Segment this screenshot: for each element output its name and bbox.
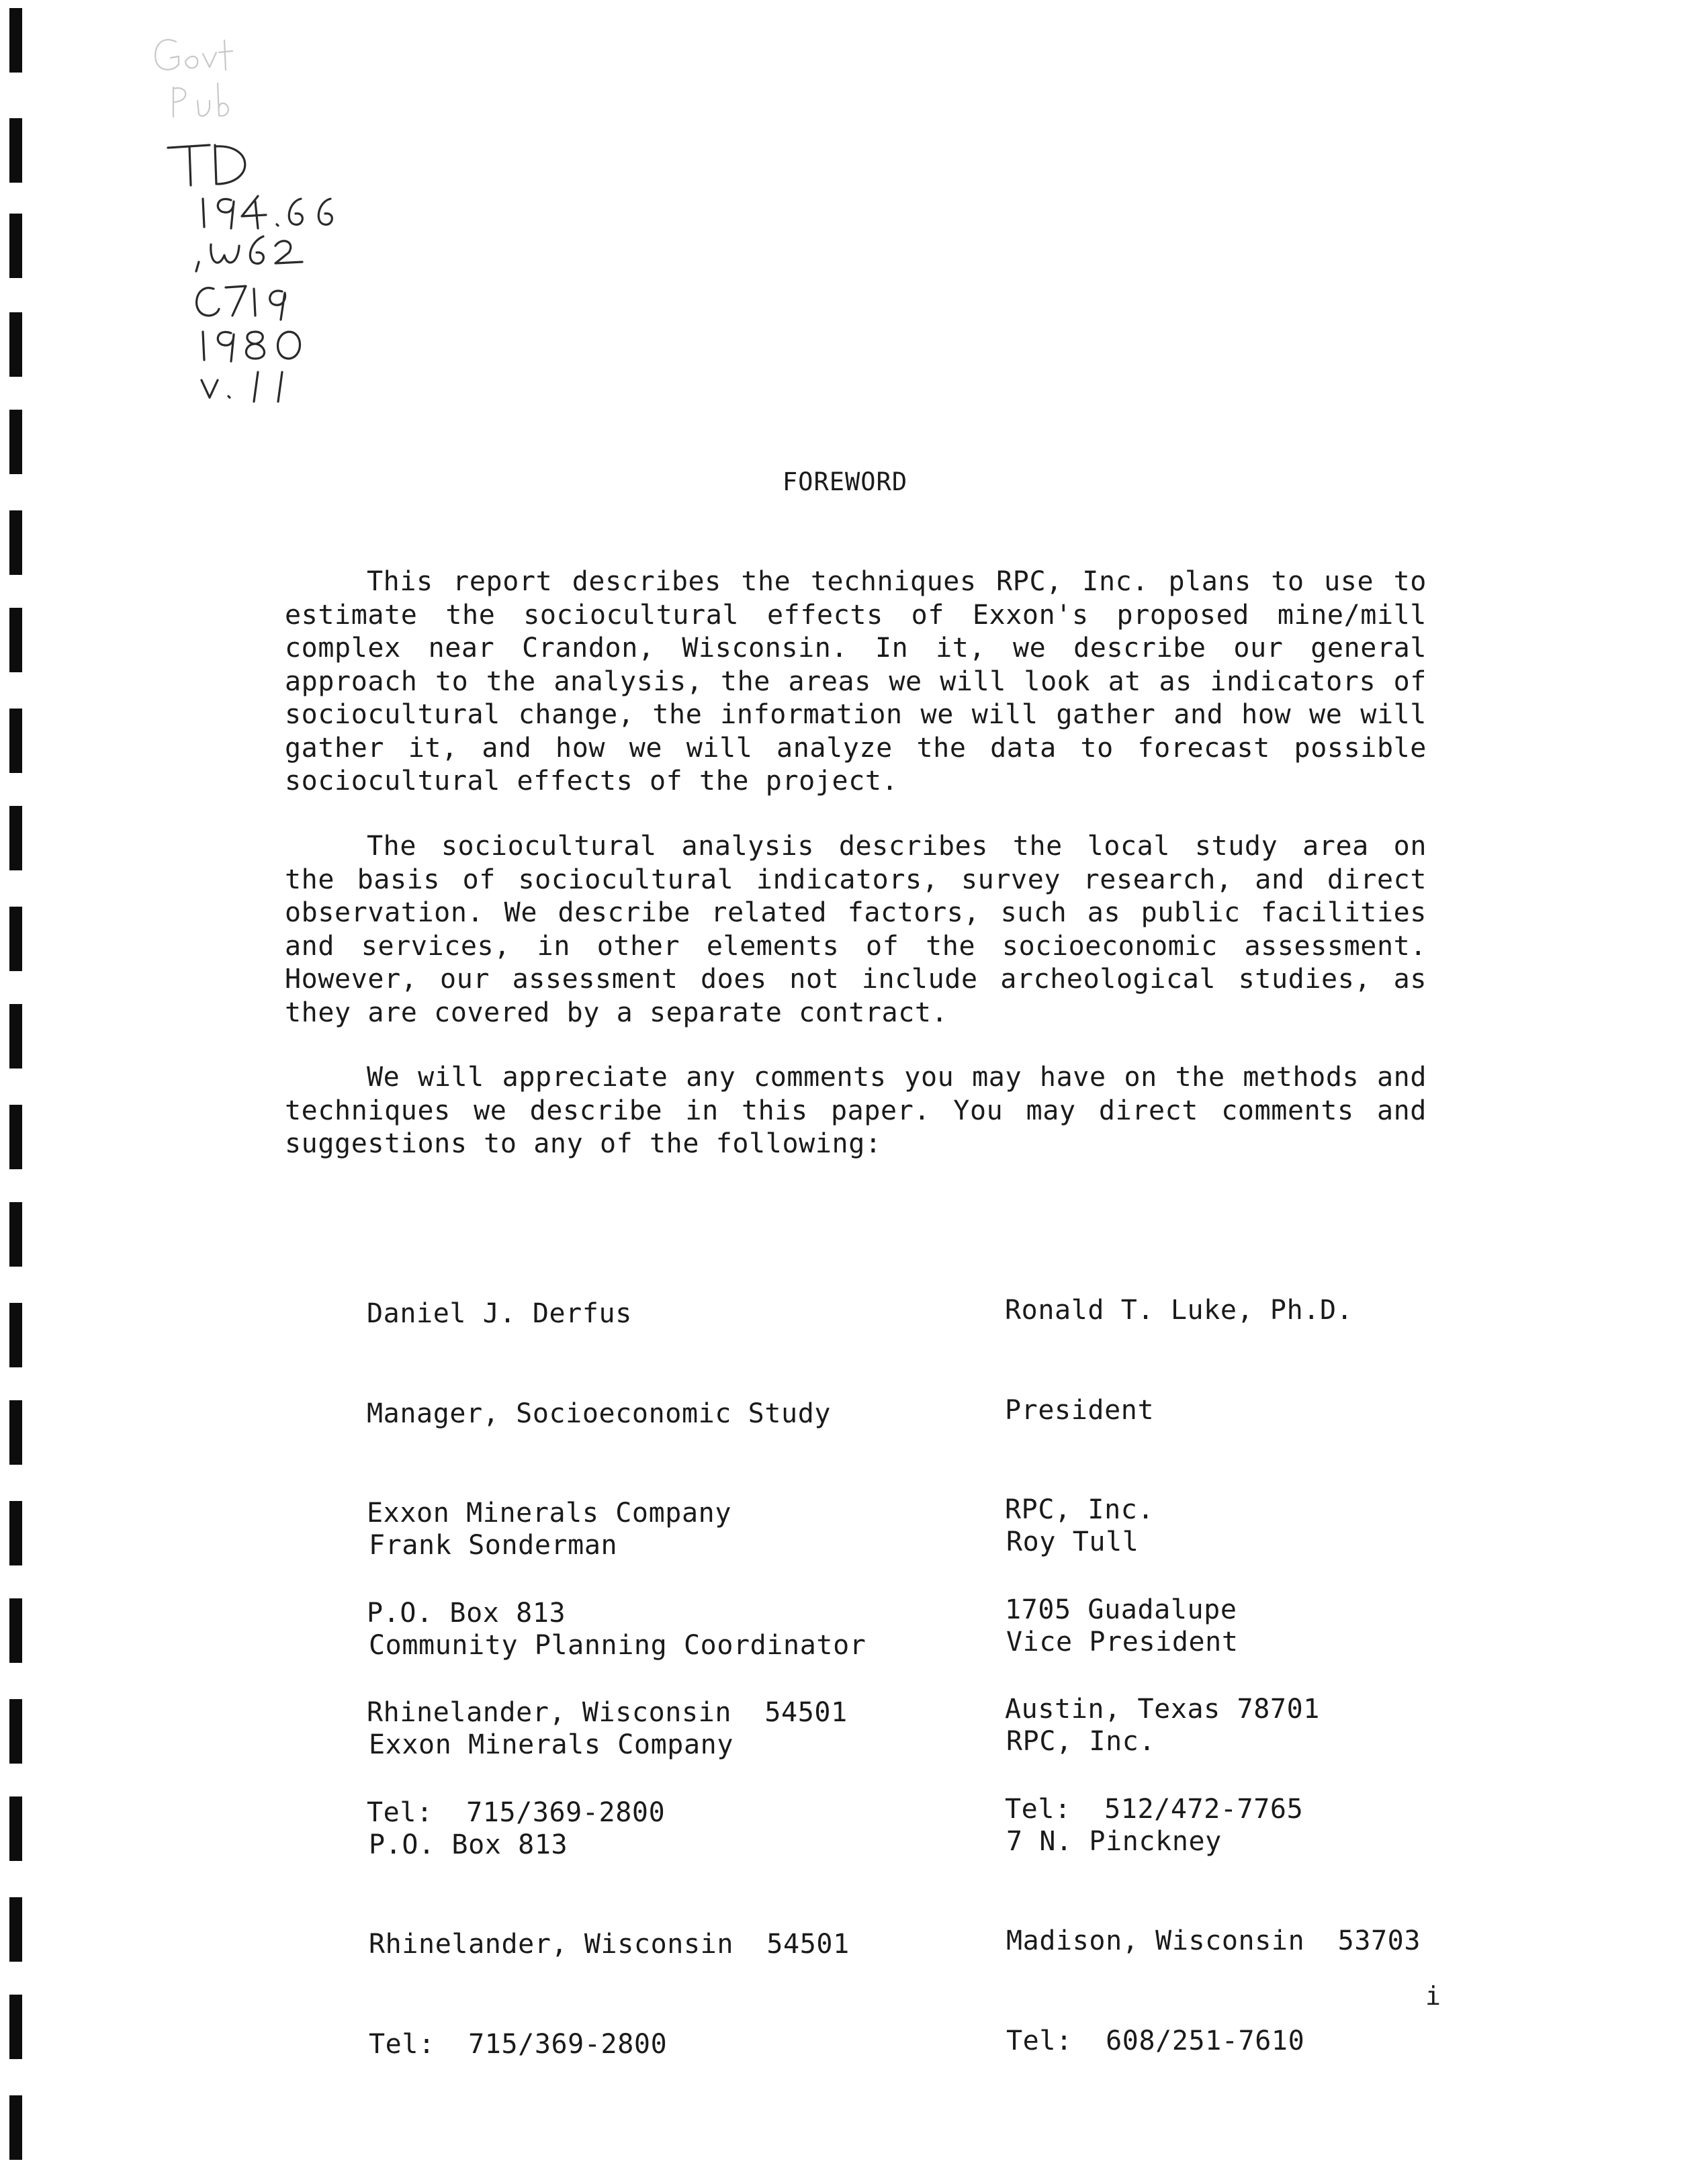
binding-mark	[9, 608, 22, 672]
binding-mark	[9, 1004, 22, 1068]
contact-address: 7 N. Pinckney	[1006, 1825, 1222, 1857]
binding-mark	[9, 806, 22, 870]
contact-address: P.O. Box 813	[369, 1829, 568, 1860]
contact-phone: Tel: 608/251-7610	[1006, 2025, 1305, 2056]
page-number: i	[1425, 1981, 1441, 2011]
foreword-paragraph	[285, 830, 1427, 1030]
contact-title: Vice President	[1006, 1626, 1239, 1657]
contact-block	[1006, 1459, 1421, 2091]
paragraph-text: The sociocultural analysis describes the local study area on the basis of sociocultural indicators, survey research, and direct observation. We describe related factors, such as public facilities and services, in other elements of the socioeconomic assessment. However, our assessment does not include archeological studies, as they are covered by a separate contract.	[285, 831, 1427, 1028]
binding-mark	[9, 1796, 22, 1861]
binding-mark	[9, 510, 22, 575]
contact-name: Ronald T. Luke, Ph.D.	[1005, 1295, 1353, 1326]
binding-mark	[9, 907, 22, 971]
binding-mark	[9, 1995, 22, 2059]
contact-block	[369, 1463, 866, 2095]
binding-mark	[9, 1598, 22, 1663]
binding-mark	[9, 1105, 22, 1169]
contact-phone: Tel: 715/369-2800	[367, 1796, 666, 1828]
contact-organization: Exxon Minerals Company	[369, 1729, 734, 1760]
contact-organization: Exxon Minerals Company	[367, 1498, 732, 1529]
binding-mark	[9, 1202, 22, 1267]
contact-city: Rhinelander, Wisconsin 54501	[367, 1697, 848, 1728]
binding-mark	[9, 1303, 22, 1367]
contact-phone: Tel: 512/472-7765	[1005, 1793, 1304, 1825]
contact-name: Roy Tull	[1006, 1527, 1139, 1557]
contact-address: P.O. Box 813	[367, 1597, 566, 1629]
contact-title: Community Planning Coordinator	[369, 1629, 866, 1661]
foreword-paragraph	[285, 1061, 1427, 1161]
contact-organization: RPC, Inc.	[1006, 1726, 1156, 1757]
page-title: FOREWORD	[782, 467, 908, 496]
handwritten-call-number	[0, 0, 403, 430]
binding-mark	[9, 1897, 22, 1962]
paragraph-text: We will appreciate any comments you may have on the methods and techniques we describe in this paper. You may direct comments and suggestions to any of the following:	[285, 1062, 1427, 1159]
foreword-paragraph	[285, 565, 1427, 799]
binding-mark	[9, 1501, 22, 1565]
binding-mark	[9, 709, 22, 773]
binding-mark	[9, 1699, 22, 1764]
contact-address: 1705 Guadalupe	[1005, 1594, 1237, 1625]
contact-organization: RPC, Inc.	[1005, 1494, 1155, 1525]
contact-city: Austin, Texas 78701	[1005, 1694, 1320, 1725]
contact-city: Rhinelander, Wisconsin 54501	[369, 1929, 850, 1960]
binding-mark	[9, 2095, 22, 2160]
paragraph-text: This report describes the techniques RPC, Inc. plans to use to estimate the sociocultural effects of Exxon's proposed mine/mill complex near Crandon, Wisconsin. In it, we describe our general approach to the analysis, the areas we will look at as indicators of sociocultural change, the information we will gather and how we will gather it, and how we will analyze the data to forecast possible sociocultural effects of the project.	[285, 566, 1427, 797]
contact-name: Frank Sonderman	[369, 1530, 618, 1561]
contact-title: Manager, Socioeconomic Study	[367, 1398, 832, 1429]
binding-mark	[9, 1400, 22, 1465]
contact-city: Madison, Wisconsin 53703	[1006, 1925, 1421, 1956]
contact-phone: Tel: 715/369-2800	[369, 2028, 668, 2060]
contact-name: Daniel J. Derfus	[367, 1298, 632, 1329]
contact-title: President	[1005, 1394, 1155, 1426]
